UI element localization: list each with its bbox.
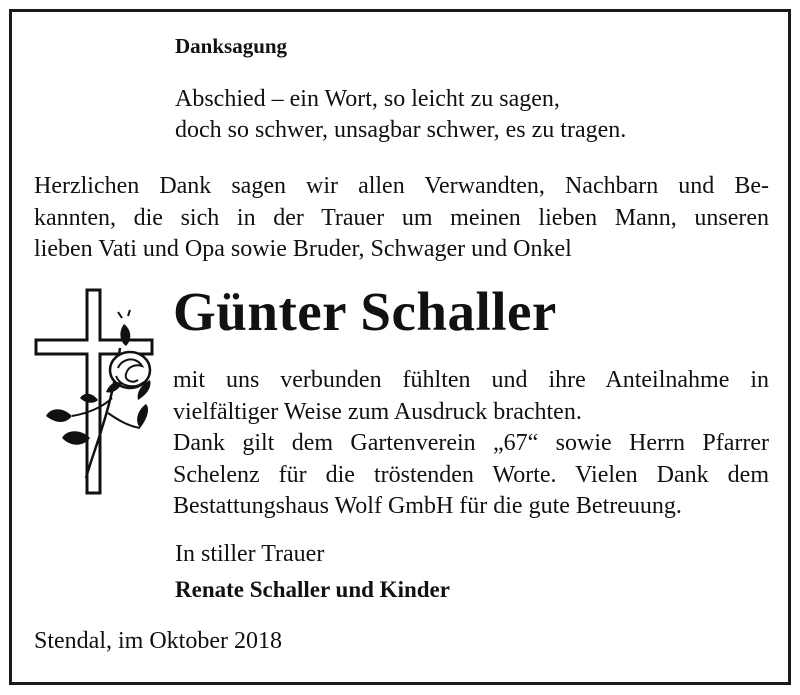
signature-line: In stiller Trauer bbox=[175, 541, 325, 567]
deceased-name: Günter Schaller bbox=[173, 281, 557, 342]
thanks-line: Bestattungshaus Wolf GmbH für die gute Betreuung. bbox=[173, 493, 682, 519]
cross-with-rose-icon bbox=[32, 288, 157, 498]
notice-heading: Danksagung bbox=[175, 34, 288, 58]
place-date: Stendal, im Oktober 2018 bbox=[34, 628, 282, 654]
thanks-paragraph bbox=[173, 365, 769, 523]
poem bbox=[175, 84, 626, 146]
intro-line: lieben Vati und Opa sowie Bruder, Schwager und Onkel bbox=[34, 236, 572, 262]
thanks-line: Dank gilt dem Gartenverein „67“ sowie Herrn Pfarrer bbox=[173, 430, 769, 456]
thanks-line: mit uns verbunden fühlten und ihre Anteilnahme in bbox=[173, 367, 769, 393]
signature-names: Renate Schaller und Kinder bbox=[175, 577, 450, 602]
poem-line: Abschied – ein Wort, so leicht zu sagen, bbox=[175, 86, 560, 112]
intro-line: kannten, die sich in der Trauer um meinen lieben Mann, unseren bbox=[34, 204, 769, 231]
intro-paragraph bbox=[34, 171, 769, 266]
poem-line: doch so schwer, unsagbar schwer, es zu tragen. bbox=[175, 117, 627, 143]
intro-line: Herzlichen Dank sagen wir allen Verwandten, Nachbarn und Be- bbox=[34, 173, 769, 199]
thanks-line: Schelenz für die tröstenden Worte. Vielen Dank dem bbox=[173, 461, 769, 488]
thanks-line: vielfältiger Weise zum Ausdruck brachten. bbox=[173, 398, 582, 425]
